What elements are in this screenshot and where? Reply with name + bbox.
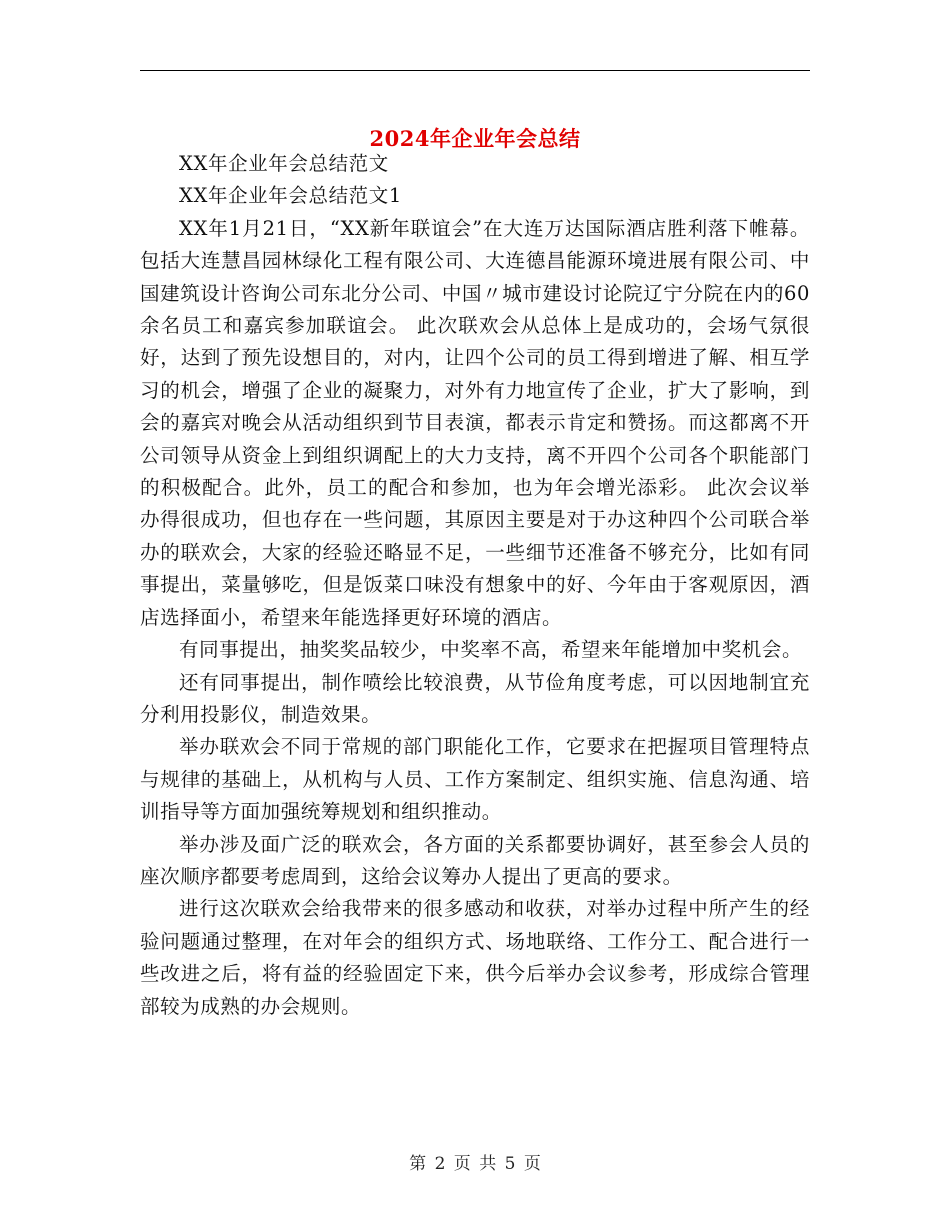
document-title: 2024年企业年会总结 [369,126,581,152]
header-rule [140,70,810,71]
body-paragraph: 进行这次联欢会给我带来的很多感动和收获，对举办过程中所产生的经验问题通过整理，在对年会的组织方式、场地联络、工作分工、配合进行一些改进之后，将有益的经验固定下来，供今后举办会议参考，形成综合管理部较为成熟的办会规则。 [140,897,810,1018]
body-paragraph: XX年1月21日，“XX新年联谊会”在大连万达国际酒店胜利落下帷幕。包括大连慧昌园林绿化工程有限公司、大连德昌能源环境进展有限公司、中国建筑设计咨询公司东北分公司、中国〃城市建设讨论院辽宁分院在内的60余名员工和嘉宾参加联谊会。 此次联欢会从总体上是成功的，会场气氛很好，达到了预先设想目的，对内，让四个公司的员工得到增进了解、相互学习的机会，增强了企业的凝聚力，对外有力地宣传了企业，扩大了影响，到会的嘉宾对晚会从活动组织到节目表演，都表示肯定和赞扬。而这都离不开公司领导从资金上到组织调配上的大力支持，离不开四个公司各个职能部门的积极配合。此外，员工的配合和参加，也为年会增光添彩。 此次会议举办得很成功，但也存在一些问题，其原因主要是对于办这种四个公司联合举办的联欢会，大家的经验还略显不足，一些细节还准备不够充分，比如有同事提出，菜量够吃，但是饭菜口味没有想象中的好、今年由于客观原因，酒店选择面小，希望来年能选择更好环境的酒店。 [140,216,810,629]
subtitle-paragraph-numbered: XX年企业年会总结范文1 [179,184,402,208]
body-paragraph: 有同事提出，抽奖奖品较少，中奖率不高，希望来年能增加中奖机会。 [179,638,803,662]
body-paragraph: 举办涉及面广泛的联欢会，各方面的关系都要协调好，甚至参会人员的座次顺序都要考虑周到，这给会议筹办人提出了更高的要求。 [140,832,810,888]
body-paragraph: 还有同事提出，制作喷绘比较浪费，从节俭角度考虑，可以因地制宜充分利用投影仪，制造效果。 [140,670,810,726]
page-number-footer: 第 2 页 共 5 页 [409,1154,541,1174]
body-paragraph: 举办联欢会不同于常规的部门职能化工作，它要求在把握项目管理特点与规律的基础上，从机构与人员、工作方案制定、组织实施、信息沟通、培训指导等方面加强统筹规划和组织推动。 [140,735,810,824]
document-body [140,148,810,1023]
subtitle-paragraph: XX年企业年会总结范文 [179,152,389,175]
